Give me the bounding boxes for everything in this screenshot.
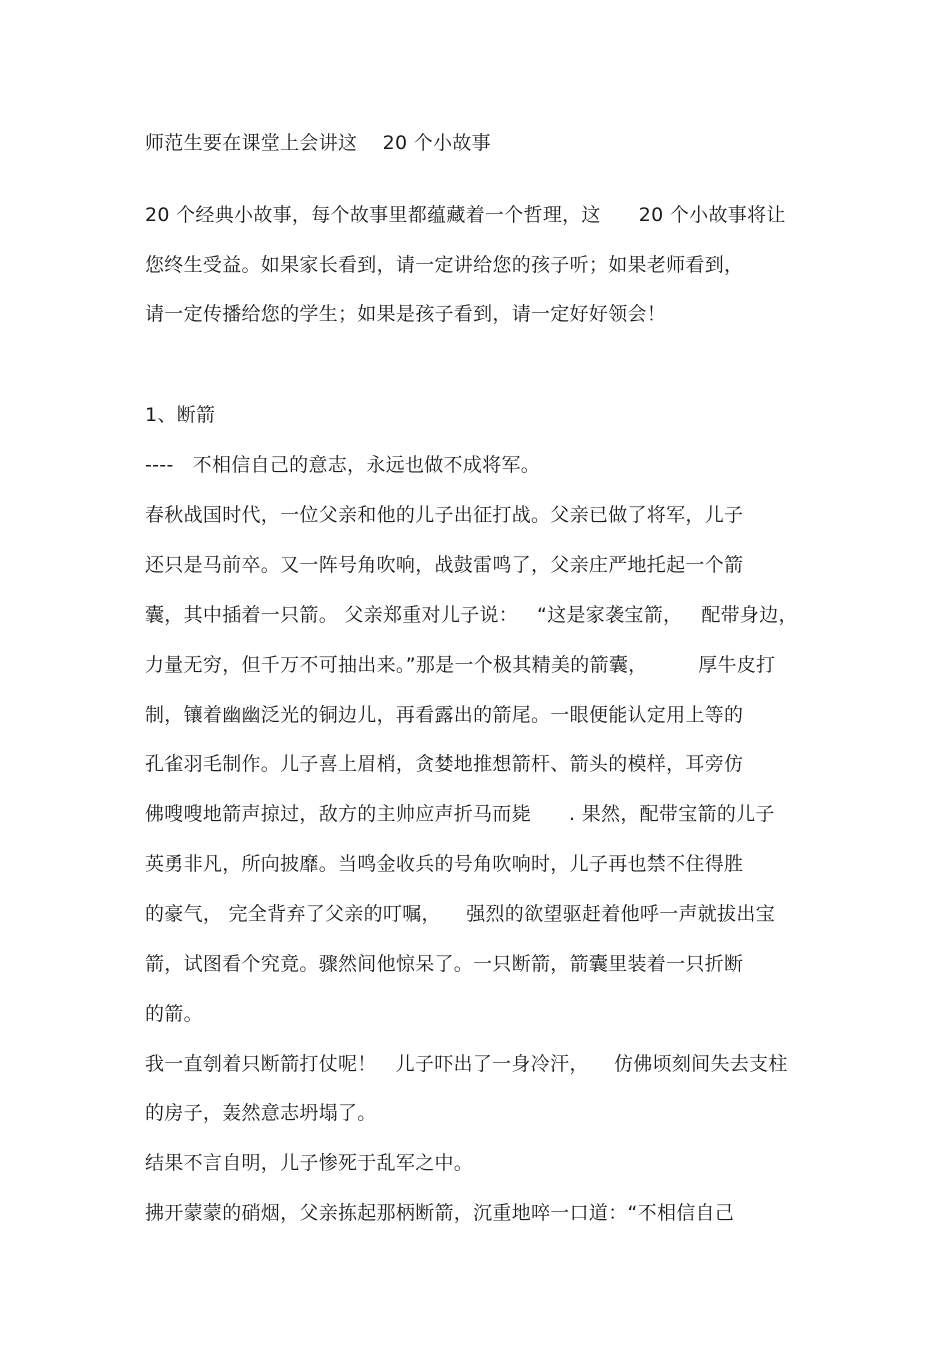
story-line: 囊，其中插着一只箭。 父亲郑重对儿子说： “这是家袭宝箭， 配带身边， bbox=[145, 604, 798, 626]
story-line: 的房子，轰然意志坍塌了。 bbox=[145, 1102, 377, 1124]
story-line: 孔雀羽毛制作。儿子喜上眉梢，贪婪地推想箭杆、箭头的模样，耳旁仿 bbox=[145, 753, 744, 775]
intro-line: 请一定传播给您的学生；如果是孩子看到，请一定好好领会！ bbox=[145, 303, 667, 325]
story-line: 还只是马前卒。又一阵号角吹响，战鼓雷鸣了，父亲庄严地托起一个箭 bbox=[145, 554, 744, 576]
story-line: 结果不言自明，儿子惨死于乱军之中。 bbox=[145, 1152, 474, 1174]
story-line: 春秋战国时代，一位父亲和他的儿子出征打战。父亲已做了将军，儿子 bbox=[145, 504, 744, 526]
story-line: 佛嗖嗖地箭声掠过，敌方的主帅应声折马而毙 . 果然，配带宝箭的儿子 bbox=[145, 803, 775, 825]
intro-line: 您终生受益。如果家长看到，请一定讲给您的孩子听；如果老师看到， bbox=[145, 254, 744, 276]
story-subtitle: ---- 不相信自己的意志，永远也做不成将军。 bbox=[145, 454, 541, 476]
story-line: 的箭。 bbox=[145, 1003, 203, 1025]
story-line: 拂开蒙蒙的硝烟，父亲拣起那柄断箭，沉重地啐一口道：“不相信自己 bbox=[145, 1202, 735, 1224]
intro-line: 20 个经典小故事，每个故事里都蕴藏着一个哲理，这 20 个小故事将让 bbox=[145, 204, 786, 226]
document-title: 师范生要在课堂上会讲这 20 个小故事 bbox=[145, 132, 491, 154]
story-heading: 1、断箭 bbox=[145, 404, 216, 426]
story-line: 制，镶着幽幽泛光的铜边儿，再看露出的箭尾。一眼便能认定用上等的 bbox=[145, 704, 744, 726]
story-line: 我一直刳着只断箭打仗呢！ 儿子吓出了一身冷汗， 仿佛顷刻间失去支柱 bbox=[145, 1053, 788, 1075]
story-line: 的豪气， 完全背弃了父亲的叮嘱， 强烈的欲望驱赶着他呼一声就拔出宝 bbox=[145, 903, 775, 925]
story-line: 英勇非凡，所向披靡。当鸣金收兵的号角吹响时，儿子再也禁不住得胜 bbox=[145, 853, 744, 875]
story-line: 箭，试图看个究竟。骤然间他惊呆了。一只断箭，箭囊里装着一只折断 bbox=[145, 953, 744, 975]
story-line: 力量无穷，但千万不可抽出来。”那是一个极其精美的箭囊， 厚牛皮打 bbox=[145, 654, 776, 676]
